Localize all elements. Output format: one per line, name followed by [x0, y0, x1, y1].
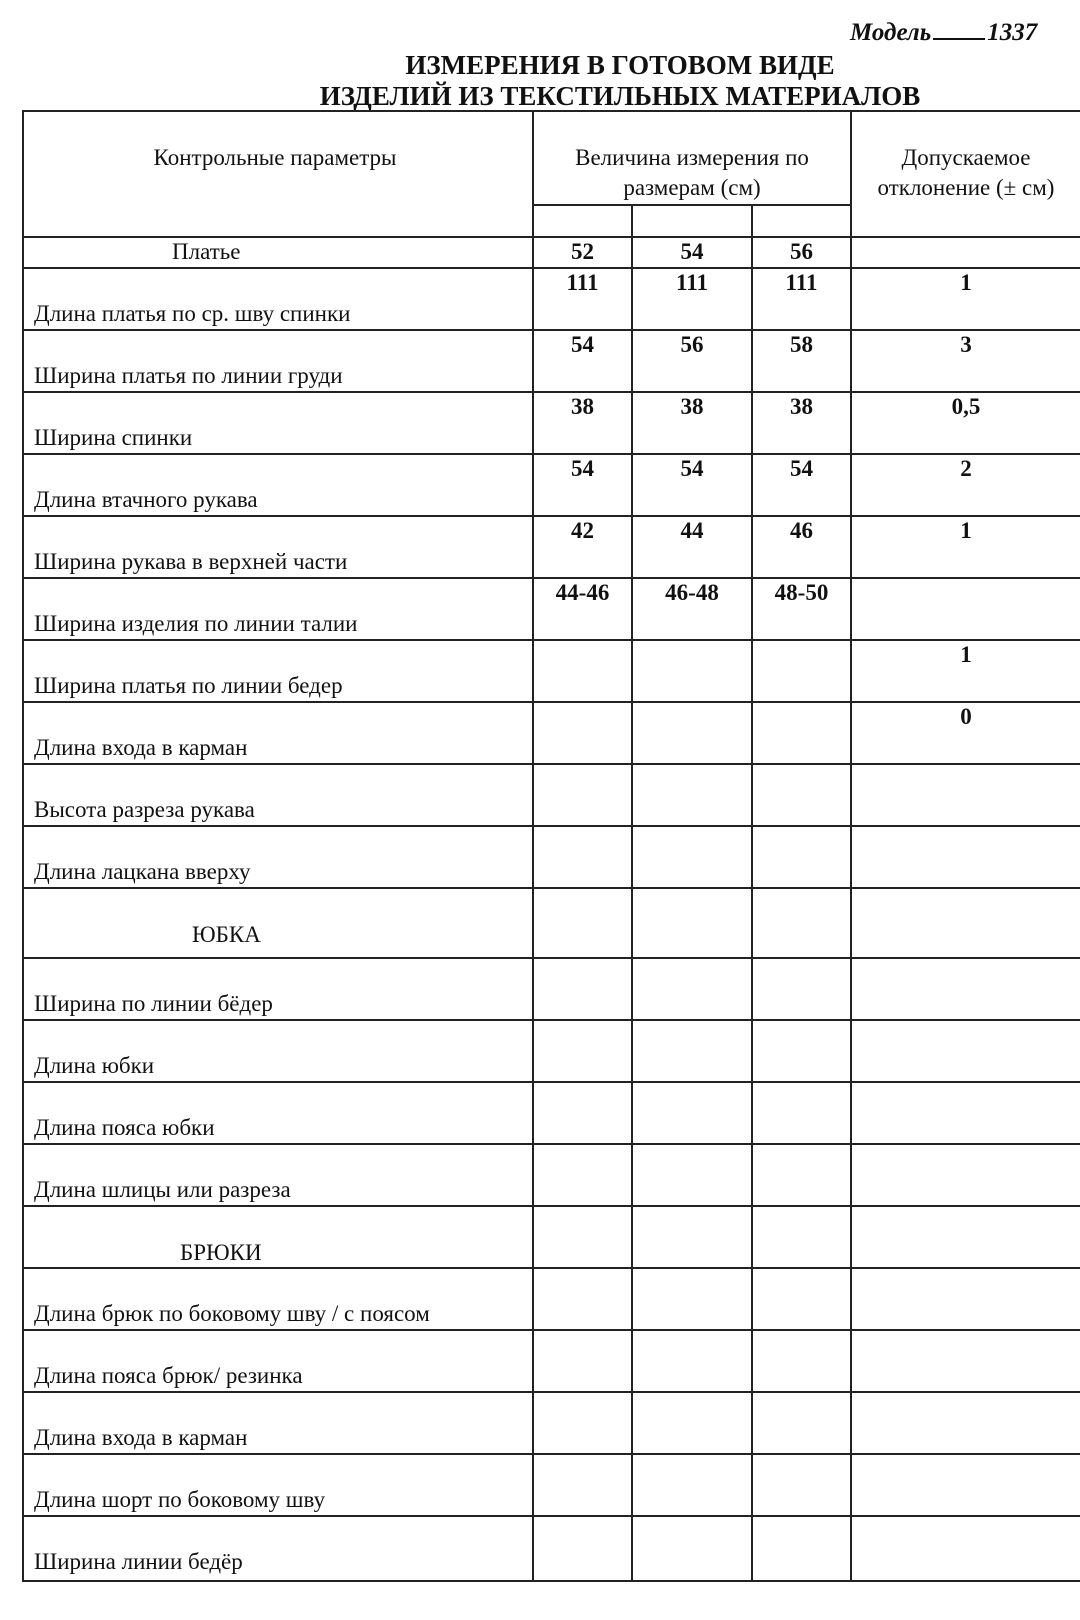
- size-value: 38: [680, 394, 704, 419]
- size-value: 54: [571, 332, 594, 357]
- row-line: [22, 515, 1080, 517]
- skirt-row-label: Ширина по линии бёдер: [34, 991, 273, 1016]
- dress-section-title: Платье: [172, 239, 241, 264]
- size-value: 46: [790, 518, 813, 543]
- params-column-header: Контрольные параметры: [153, 145, 397, 170]
- row-line: [22, 267, 1080, 269]
- size-value: 54: [680, 456, 704, 481]
- row-line: [22, 1143, 1080, 1145]
- table-border-top: [22, 110, 1080, 112]
- size-value: 111: [566, 270, 599, 295]
- size-value: 44: [680, 518, 704, 543]
- tolerance-value: 2: [960, 456, 972, 481]
- skirt-row-label: Длина юбки: [34, 1053, 155, 1078]
- skirt-row-label: Длина пояса юбки: [34, 1115, 215, 1140]
- table-border-bottom: [22, 1580, 1080, 1582]
- row-line: [22, 1453, 1080, 1455]
- size-value: 38: [790, 394, 813, 419]
- dress-row-label: Длина лацкана вверху: [34, 859, 251, 884]
- trousers-row-label: Ширина линии бедёр: [34, 1549, 243, 1574]
- trousers-row-label: Длина пояса брюк/ резинка: [34, 1363, 303, 1388]
- size-52: 52: [571, 239, 594, 264]
- tolerance-value: 1: [960, 270, 972, 295]
- row-line: [22, 1329, 1080, 1331]
- model-label: Модель: [850, 19, 932, 46]
- row-line: [22, 1081, 1080, 1083]
- size-value: 111: [676, 270, 708, 295]
- row-line: [22, 329, 1080, 331]
- row-line: [22, 1205, 1080, 1207]
- header-divider: [532, 204, 850, 206]
- dress-row-label: Длина платья по ср. шву спинки: [34, 301, 351, 326]
- skirt-row-label: Длина шлицы или разреза: [34, 1177, 291, 1202]
- row-line: [22, 1391, 1080, 1393]
- row-line: [22, 701, 1080, 703]
- document-title-line2: ИЗДЕЛИЙ ИЗ ТЕКСТИЛЬНЫХ МАТЕРИАЛОВ: [319, 81, 921, 111]
- size-value: 56: [680, 332, 704, 357]
- row-line: [22, 1019, 1080, 1021]
- trousers-row-label: Длина брюк по боковому шву / с поясом: [34, 1301, 430, 1326]
- row-line: [22, 1515, 1080, 1517]
- dress-row-label: Ширина рукава в верхней части: [34, 549, 348, 574]
- table-border-left: [22, 110, 24, 1582]
- row-line: [22, 391, 1080, 393]
- row-line: [22, 453, 1080, 455]
- size-value: 38: [571, 394, 594, 419]
- dress-row-label: Ширина изделия по линии талии: [34, 611, 358, 636]
- dress-row-label: Высота разреза рукава: [34, 797, 255, 822]
- row-line: [22, 236, 1080, 238]
- dress-row-label: Ширина спинки: [34, 425, 193, 450]
- tolerance-value: 1: [960, 642, 972, 667]
- tolerance-header-line2: отклонение (± см): [877, 175, 1055, 200]
- size-56: 56: [790, 239, 813, 264]
- trousers-row-label: Длина входа в карман: [34, 1425, 248, 1450]
- tolerance-value: 1: [960, 518, 972, 543]
- document-title-line1: ИЗМЕРЕНИЯ В ГОТОВОМ ВИДЕ: [405, 50, 835, 80]
- dress-row-label: Ширина платья по линии груди: [34, 363, 343, 388]
- tolerance-header-line1: Допускаемое: [901, 145, 1031, 170]
- sizes-column-header: [534, 143, 850, 203]
- sizes-header-line1: Величина измерения по: [575, 145, 809, 170]
- model-value: 1337: [987, 19, 1038, 46]
- tolerance-value: 3: [960, 332, 972, 357]
- row-line: [22, 957, 1080, 959]
- dress-row-label: Ширина платья по линии бедер: [34, 673, 343, 698]
- trousers-section-title: БРЮКИ: [180, 1240, 262, 1265]
- dress-row-label: Длина втачного рукава: [34, 487, 258, 512]
- skirt-section-title: ЮБКА: [192, 922, 261, 947]
- sizes-header-line2: размерам (см): [623, 175, 761, 200]
- row-line: [22, 577, 1080, 579]
- dress-row-label: Длина входа в карман: [34, 735, 248, 760]
- trousers-row-label: Длина шорт по боковому шву: [34, 1487, 326, 1512]
- size-value: 54: [571, 456, 594, 481]
- tolerance-value: 0,5: [951, 394, 981, 419]
- size-value: 58: [790, 332, 813, 357]
- size-value: 46-48: [665, 580, 719, 605]
- size-value: 54: [790, 456, 813, 481]
- row-line: [22, 825, 1080, 827]
- size-value: 44-46: [555, 580, 610, 605]
- row-line: [22, 639, 1080, 641]
- size-value: 111: [785, 270, 818, 295]
- row-line: [22, 887, 1080, 889]
- tolerance-column-header: [852, 143, 1080, 203]
- row-line: [22, 1267, 1080, 1269]
- column-line: [532, 110, 534, 1582]
- size-value: 42: [571, 518, 594, 543]
- row-line: [22, 763, 1080, 765]
- tolerance-value: 0: [960, 704, 972, 729]
- size-value: 48-50: [774, 580, 829, 605]
- column-line: [850, 110, 852, 1582]
- size-54: 54: [680, 239, 704, 264]
